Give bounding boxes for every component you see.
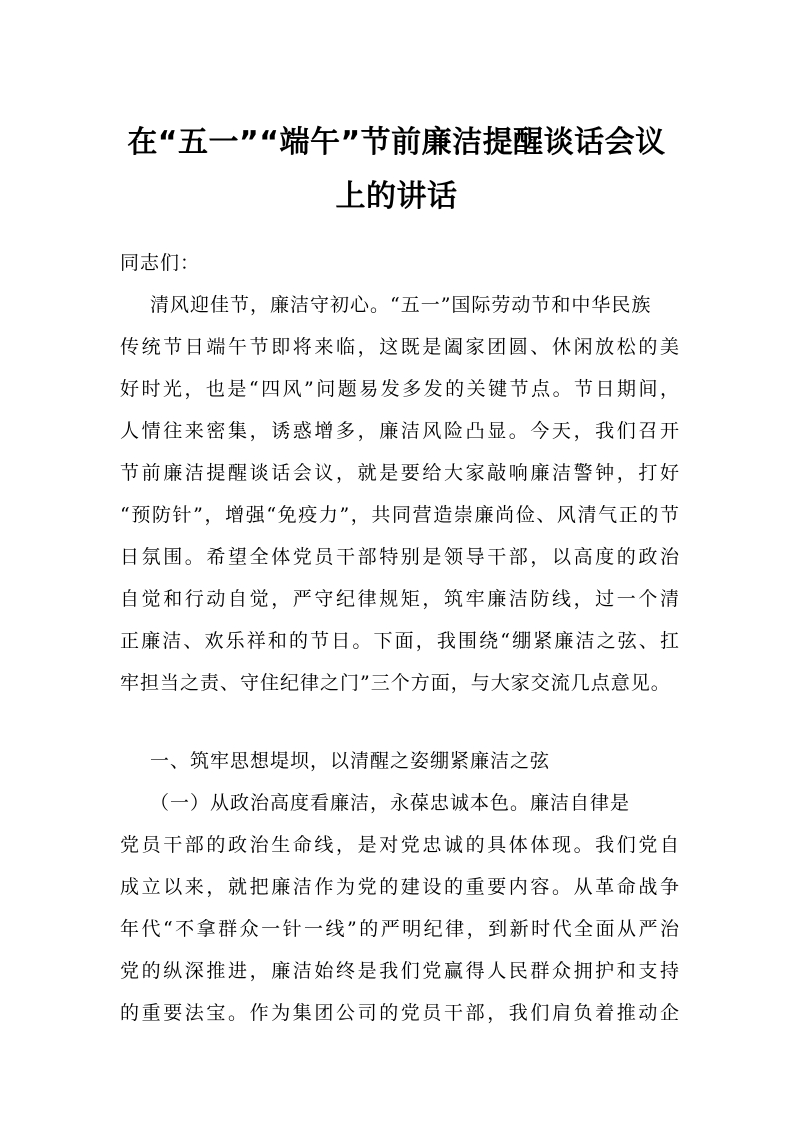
paragraph-1 xyxy=(120,284,680,704)
title-line-1: 在“五一”“端午”节前廉洁提醒谈话会议 xyxy=(127,125,666,160)
paragraph-2-line: 的重要法宝。作为集团公司的党员干部，我们肩负着推动企 xyxy=(120,1002,680,1024)
paragraph-2 xyxy=(120,782,680,1034)
paragraph-1-line: 好时光，也是“四风”问题易发多发的关键节点。节日期间， xyxy=(120,378,680,400)
paragraph-2-line: 年代“不拿群众一针一线”的严明纪律，到新时代全面从严治 xyxy=(120,918,680,940)
salutation-text: 同志们： xyxy=(120,252,201,274)
paragraph-2-line: （一）从政治高度看廉洁，永葆忠诚本色。廉洁自律是 xyxy=(150,792,631,814)
paragraph-1-line: “预防针”，增强“免疫力”，共同营造崇廉尚俭、风清气正的节 xyxy=(120,504,680,526)
paragraph-1-line: 日氛围。希望全体党员干部特别是领导干部，以高度的政治 xyxy=(120,546,680,568)
paragraph-2-line: 党的纵深推进，廉洁始终是我们党赢得人民群众拥护和支持 xyxy=(120,960,680,982)
paragraph-2-line: 党员干部的政治生命线，是对党忠诚的具体体现。我们党自 xyxy=(120,834,680,856)
paragraph-1-line: 传统节日端午节即将来临，这既是阖家团圆、休闲放松的美 xyxy=(120,336,680,358)
paragraph-1-line: 正廉洁、欢乐祥和的节日。下面，我围绕“绷紧廉洁之弦、扛 xyxy=(120,630,680,652)
paragraph-1-line: 牢担当之责、守住纪律之门”三个方面，与大家交流几点意见。 xyxy=(120,672,671,694)
title-line-2: 上的讲话 xyxy=(335,179,458,214)
paragraph-1-line: 人情往来密集，诱惑增多，廉洁风险凸显。今天，我们召开 xyxy=(120,420,680,442)
salutation xyxy=(120,242,680,284)
document-title xyxy=(90,116,703,224)
section-heading-1-text: 一、筑牢思想堤坝，以清醒之姿绷紧廉洁之弦 xyxy=(150,750,551,772)
section-heading-1 xyxy=(120,740,680,782)
paragraph-1-line: 清风迎佳节，廉洁守初心。“五一”国际劳动节和中华民族 xyxy=(150,294,652,316)
paragraph-2-line: 成立以来，就把廉洁作为党的建设的重要内容。从革命战争 xyxy=(120,876,680,898)
paragraph-1-line: 自觉和行动自觉，严守纪律规矩，筑牢廉洁防线，过一个清 xyxy=(120,588,680,610)
paragraph-1-line: 节前廉洁提醒谈话会议，就是要给大家敲响廉洁警钟，打好 xyxy=(120,462,680,484)
